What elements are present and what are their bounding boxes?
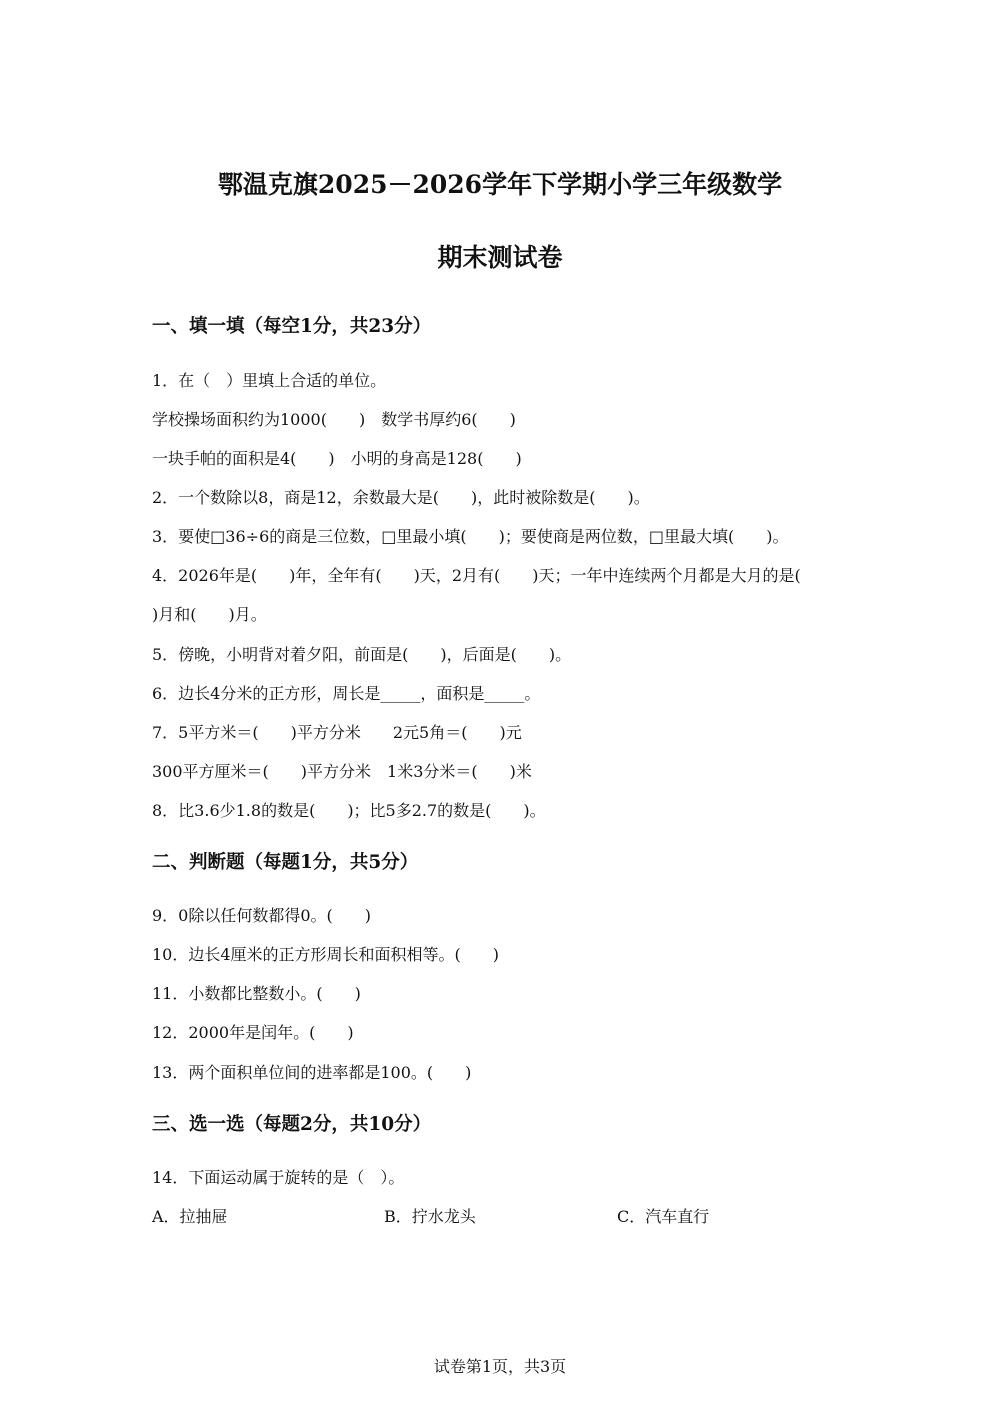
section-heading-multiple-choice: 三、选一选（每题2分，共10分） [152, 1114, 432, 1135]
question-13: 13．两个面积单位间的进率都是100。( ) [152, 1063, 472, 1082]
question-2: 2．一个数除以8，商是12，余数最大是( )，此时被除数是( )。 [152, 488, 650, 507]
question-9: 9．0除以任何数都得0。( ) [152, 906, 372, 925]
section-heading-true-false: 二、判断题（每题1分，共5分） [152, 852, 419, 873]
question-6: 6．边长4分米的正方形，周长是_____，面积是_____。 [152, 684, 541, 703]
question-7-row-b: 300平方厘米＝( )平方分米 1米3分米＝( )米 [152, 762, 532, 781]
page-footer: 试卷第1页，共3页 [433, 1357, 567, 1376]
exam-title-line1: 鄂温克旗2025－2026学年下学期小学三年级数学 [217, 170, 783, 199]
question-11: 11．小数都比整数小。( ) [152, 984, 361, 1003]
question-1: 1．在（ ）里填上合适的单位。 [152, 371, 387, 390]
exam-title-line2: 期末测试卷 [437, 243, 563, 272]
section-heading-fill-in: 一、填一填（每空1分，共23分） [152, 316, 432, 337]
question-7-row-a: 7．5平方米＝( )平方分米 2元5角＝( )元 [152, 723, 522, 742]
question-14: 14．下面运动属于旋转的是（ ）。 [152, 1168, 405, 1187]
question-14-option-c: C．汽车直行 [617, 1207, 710, 1226]
question-8: 8．比3.6少1.8的数是( )；比5多2.7的数是( )。 [152, 801, 546, 820]
question-14-option-b: B．拧水龙头 [384, 1207, 476, 1226]
question-3: 3．要使□36÷6的商是三位数，□里最小填( )；要使商是两位数，□里最大填( )。 [152, 527, 789, 546]
question-12: 12．2000年是闰年。( ) [152, 1023, 354, 1042]
question-4-line-2: )月和( )月。 [152, 605, 267, 624]
question-14-option-a: A．拉抽屉 [152, 1207, 228, 1226]
question-5: 5．傍晚，小明背对着夕阳，前面是( )，后面是( )。 [152, 645, 572, 664]
question-4-line-1: 4．2026年是( )年，全年有( )天，2月有( )天；一年中连续两个月都是大月的是( [152, 566, 801, 585]
question-10: 10．边长4厘米的正方形周长和面积相等。( ) [152, 945, 500, 964]
question-1-row-b: 一块手帕的面积是4( ) 小明的身高是128( ) [152, 449, 522, 468]
question-1-row-a: 学校操场面积约为1000( ) 数学书厚约6( ) [152, 410, 516, 429]
